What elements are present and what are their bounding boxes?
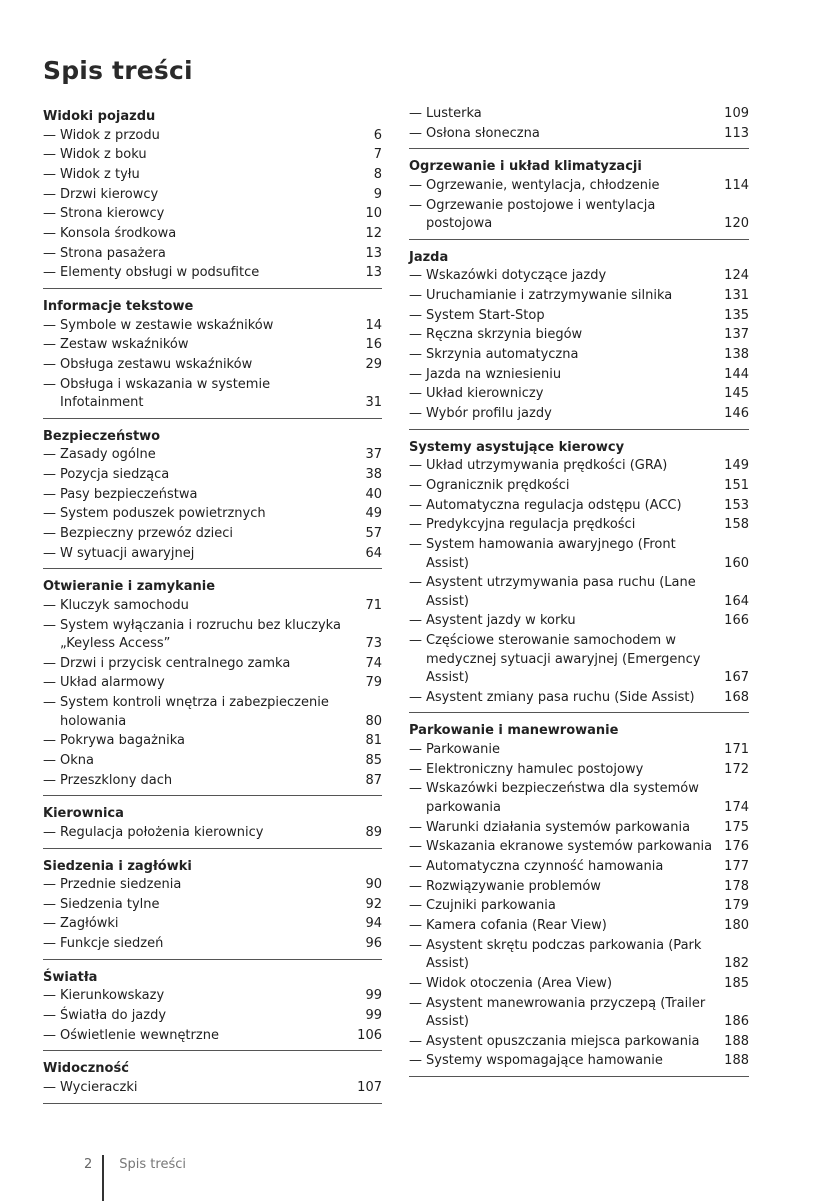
toc-entry-label: — Konsola środkowa <box>43 225 346 244</box>
toc-entry-page: 107 <box>357 1079 382 1095</box>
toc-entry-page: 85 <box>365 753 382 768</box>
toc-entry-label: — Asystent opuszczania miejsca parkowania <box>409 1033 713 1052</box>
toc-entry[interactable] <box>409 105 749 124</box>
toc-entry[interactable] <box>43 674 382 693</box>
toc-entry[interactable] <box>409 995 749 1032</box>
toc-entry-label: — Osłona słoneczna <box>409 125 713 144</box>
toc-entry[interactable] <box>43 466 382 485</box>
toc-entry[interactable] <box>43 225 382 244</box>
toc-entry[interactable] <box>409 689 749 708</box>
toc-entry-page: 13 <box>365 245 382 261</box>
toc-entry[interactable] <box>409 346 749 365</box>
toc-entry[interactable] <box>43 655 382 674</box>
toc-entry[interactable] <box>43 694 382 731</box>
footer-label: Spis treści <box>119 1156 186 1172</box>
toc-section <box>409 248 749 430</box>
toc-entry-label: — Elementy obsługi w podsufitce <box>43 264 346 283</box>
toc-entry-label: — Układ utrzymywania prędkości (GRA) <box>409 457 713 476</box>
toc-entry-page: 57 <box>365 526 382 541</box>
section-title: Ogrzewanie i układ klimatyzacji <box>409 159 642 175</box>
toc-entry[interactable] <box>43 824 382 843</box>
toc-entry-page: 109 <box>724 106 749 121</box>
toc-entry-label: — Kluczyk samochodu <box>43 597 346 616</box>
toc-section <box>409 438 749 714</box>
toc-entry[interactable] <box>43 317 382 336</box>
toc-entry-label: — Parkowanie <box>409 741 713 760</box>
toc-entry-label: — Siedzenia tylne <box>43 896 346 915</box>
toc-entry[interactable] <box>409 632 749 688</box>
toc-entry-page: 79 <box>365 675 382 691</box>
toc-entry-page: 38 <box>365 466 382 482</box>
toc-entry[interactable] <box>43 1027 382 1046</box>
toc-entry[interactable] <box>409 477 749 496</box>
toc-entry-page: 135 <box>724 307 749 323</box>
toc-entry-label: — Jazda na wzniesieniu <box>409 366 713 385</box>
toc-entry-page: 13 <box>365 265 382 281</box>
toc-entry-label: — Systemy wspomagające hamowanie <box>409 1052 713 1071</box>
toc-section <box>43 107 382 289</box>
toc-entry-page: 138 <box>724 347 749 362</box>
toc-entry[interactable] <box>409 741 749 760</box>
toc-entry-page: 96 <box>365 936 382 952</box>
toc-entry-page: 172 <box>724 761 749 777</box>
toc-entry[interactable] <box>43 245 382 264</box>
toc-entry-label: — Ogrzewanie, wentylacja, chłodzenie <box>409 177 713 196</box>
toc-entry-page: 175 <box>724 819 749 835</box>
toc-entry-label: — Skrzynia automatyczna <box>409 346 713 365</box>
toc-entry[interactable] <box>409 878 749 897</box>
toc-section <box>409 105 749 149</box>
toc-section <box>409 157 749 239</box>
toc-entry-label: — Układ kierowniczy <box>409 385 713 404</box>
toc-entry-label: — Pokrywa bagażnika <box>43 732 346 751</box>
toc-entry[interactable] <box>43 617 382 654</box>
toc-entry-label: — Drzwi i przycisk centralnego zamka <box>43 655 346 674</box>
toc-entry[interactable] <box>43 486 382 505</box>
toc-entry[interactable] <box>43 935 382 954</box>
toc-entry[interactable] <box>409 858 749 877</box>
toc-entry-page: 113 <box>724 125 749 141</box>
toc-entry-page: 64 <box>365 545 382 561</box>
toc-entry[interactable] <box>409 287 749 306</box>
toc-entry-page: 74 <box>365 655 382 671</box>
toc-entry[interactable] <box>409 497 749 516</box>
toc-entry[interactable] <box>43 505 382 524</box>
toc-entry-label: — Czujniki parkowania <box>409 897 713 916</box>
toc-entry-label: — Asystent skrętu podczas parkowania (Park Assist) <box>409 937 713 974</box>
section-title: Kierownica <box>43 806 124 822</box>
section-title: Otwieranie i zamykanie <box>43 579 216 595</box>
toc-entry[interactable] <box>43 376 382 413</box>
toc-entry-page: 80 <box>365 713 382 729</box>
section-title: Systemy asystujące kierowcy <box>409 439 625 455</box>
section-title: Parkowanie i manewrowanie <box>409 723 619 739</box>
toc-entry-label: — Przeszklony dach <box>43 772 346 791</box>
toc-entry-page: 158 <box>724 517 749 533</box>
toc-entry-page: 137 <box>724 327 749 343</box>
toc-entry-label: — Regulacja położenia kierownicy <box>43 824 346 843</box>
toc-entry[interactable] <box>43 525 382 544</box>
toc-entry-label: — Rozwiązywanie problemów <box>409 878 713 897</box>
toc-entry-page: 179 <box>724 898 749 914</box>
toc-entry-page: 49 <box>365 506 382 522</box>
toc-entry[interactable] <box>409 536 749 573</box>
toc-entry[interactable] <box>409 612 749 631</box>
toc-entry[interactable] <box>409 307 749 326</box>
toc-entry-label: — Częściowe sterowanie samochodem w medycznej sytuacji awaryjnej (Emergency Assist) <box>409 632 713 688</box>
toc-entry-page: 81 <box>365 733 382 749</box>
toc-entry[interactable] <box>409 125 749 144</box>
toc-entry[interactable] <box>43 876 382 895</box>
toc-entry[interactable] <box>43 896 382 915</box>
page-title: Spis treści <box>43 56 193 85</box>
toc-entry[interactable] <box>409 457 749 476</box>
toc-entry[interactable] <box>409 197 749 234</box>
toc-entry[interactable] <box>409 385 749 404</box>
toc-entry[interactable] <box>43 336 382 355</box>
toc-entry[interactable] <box>43 752 382 771</box>
toc-entry-label: — Oświetlenie wewnętrzne <box>43 1027 346 1046</box>
toc-entry-label: — Wskazówki dotyczące jazdy <box>409 267 713 286</box>
toc-entry-label: — Zagłówki <box>43 915 346 934</box>
toc-entry-label: — Zasady ogólne <box>43 446 346 465</box>
toc-entry-label: — Symbole w zestawie wskaźników <box>43 317 346 336</box>
toc-entry-page: 151 <box>724 477 749 493</box>
toc-section <box>43 857 382 960</box>
toc-entry[interactable] <box>409 838 749 857</box>
toc-entry-label: — Funkcje siedzeń <box>43 935 346 954</box>
toc-entry-label: — Lusterka <box>409 105 713 124</box>
toc-entry[interactable] <box>409 366 749 385</box>
toc-entry[interactable] <box>409 975 749 994</box>
toc-entry-label: — Wskazówki bezpieczeństwa dla systemów parkowania <box>409 780 713 817</box>
toc-entry-page: 71 <box>365 597 382 613</box>
toc-entry[interactable] <box>43 186 382 205</box>
toc-entry-page: 153 <box>724 497 749 513</box>
toc-entry[interactable] <box>409 267 749 286</box>
toc-entry-label: — Automatyczna regulacja odstępu (ACC) <box>409 497 713 516</box>
toc-entry-page: 144 <box>724 366 749 382</box>
toc-entry-label: — Ręczna skrzynia biegów <box>409 326 713 345</box>
toc-entry[interactable] <box>409 761 749 780</box>
toc-entry-label: — Kamera cofania (Rear View) <box>409 917 713 936</box>
toc-entry-page: 164 <box>724 593 749 609</box>
toc-entry-page: 149 <box>724 458 749 474</box>
toc-entry[interactable] <box>43 446 382 465</box>
toc-entry-page: 10 <box>365 206 382 222</box>
toc-entry[interactable] <box>409 405 749 424</box>
toc-entry[interactable] <box>409 177 749 196</box>
toc-entry[interactable] <box>43 732 382 751</box>
toc-entry[interactable] <box>43 166 382 185</box>
toc-entry-label: — Wybór profilu jazdy <box>409 405 713 424</box>
toc-right-column <box>409 105 749 1077</box>
toc-entry-label: — Pasy bezpieczeństwa <box>43 486 346 505</box>
section-title: Informacje tekstowe <box>43 299 194 314</box>
toc-entry-label: — Bezpieczny przewóz dzieci <box>43 525 346 544</box>
toc-section <box>43 968 382 1052</box>
toc-entry-label: — Widok z przodu <box>43 127 346 146</box>
toc-entry-page: 171 <box>724 741 749 757</box>
toc-section <box>43 297 382 419</box>
toc-entry-label: — System poduszek powietrznych <box>43 505 346 524</box>
toc-entry[interactable] <box>43 772 382 791</box>
toc-entry-label: — Widok otoczenia (Area View) <box>409 975 713 994</box>
toc-entry-page: 178 <box>724 878 749 894</box>
toc-entry[interactable] <box>43 356 382 375</box>
toc-entry-label: — Predykcyjna regulacja prędkości <box>409 516 713 535</box>
toc-entry-label: — System kontroli wnętrza i zabezpieczenie holowania <box>43 694 346 731</box>
toc-entry-label: — Układ alarmowy <box>43 674 346 693</box>
toc-entry-page: 7 <box>373 147 382 163</box>
toc-entry[interactable] <box>409 516 749 535</box>
toc-entry-page: 177 <box>724 858 749 874</box>
toc-entry-page: 114 <box>724 177 749 193</box>
section-title: Widoczność <box>43 1061 129 1077</box>
toc-entry-page: 12 <box>365 225 382 241</box>
toc-entry[interactable] <box>409 917 749 936</box>
toc-entry-page: 160 <box>724 555 749 571</box>
toc-entry-label: — Ogrzewanie postojowe i wentylacja postojowa <box>409 197 713 234</box>
toc-entry-page: 37 <box>365 447 382 463</box>
toc-entry[interactable] <box>43 545 382 564</box>
toc-entry-label: — Drzwi kierowcy <box>43 186 346 205</box>
section-title: Bezpieczeństwo <box>43 428 161 444</box>
toc-entry-page: 106 <box>357 1027 382 1043</box>
toc-entry-page: 182 <box>724 956 749 972</box>
toc-entry-page: 89 <box>365 824 382 840</box>
toc-entry-label: — Strona kierowcy <box>43 205 346 224</box>
toc-entry-page: 90 <box>365 877 382 893</box>
toc-entry-page: 94 <box>365 916 382 932</box>
toc-entry-label: — Asystent manewrowania przyczepą (Trailer Assist) <box>409 995 713 1032</box>
toc-entry-label: — Uruchamianie i zatrzymywanie silnika <box>409 287 713 306</box>
toc-entry-label: — Zestaw wskaźników <box>43 336 346 355</box>
toc-entry[interactable] <box>409 574 749 611</box>
toc-entry[interactable] <box>43 597 382 616</box>
toc-entry-label: — Ogranicznik prędkości <box>409 477 713 496</box>
toc-entry[interactable] <box>409 326 749 345</box>
toc-entry-label: — Asystent utrzymywania pasa ruchu (Lane Assist) <box>409 574 713 611</box>
toc-entry-label: — Światła do jazdy <box>43 1007 346 1026</box>
toc-entry-label: — Widok z boku <box>43 146 346 165</box>
toc-entry-page: 188 <box>724 1033 749 1049</box>
toc-entry[interactable] <box>43 205 382 224</box>
toc-entry-label: — System wyłączania i rozruchu bez kluczyka „Keyless Access” <box>43 617 346 654</box>
toc-section <box>43 427 382 570</box>
toc-entry-label: — W sytuacji awaryjnej <box>43 545 346 564</box>
toc-entry[interactable] <box>409 937 749 974</box>
section-title: Jazda <box>409 249 449 265</box>
toc-entry-label: — System Start-Stop <box>409 307 713 326</box>
section-title: Widoki pojazdu <box>43 109 156 124</box>
toc-entry-page: 145 <box>724 386 749 402</box>
toc-entry-page: 6 <box>373 127 382 143</box>
toc-entry-page: 176 <box>724 839 749 855</box>
toc-entry-label: — Pozycja siedząca <box>43 466 346 485</box>
footer-page-number: 2 <box>84 1156 93 1172</box>
toc-entry[interactable] <box>409 897 749 916</box>
toc-entry-page: 29 <box>365 356 382 372</box>
toc-entry-page: 99 <box>365 988 382 1004</box>
toc-entry[interactable] <box>43 1007 382 1026</box>
toc-entry-page: 188 <box>724 1053 749 1069</box>
toc-entry-page: 168 <box>724 689 749 705</box>
toc-section <box>43 804 382 848</box>
toc-entry-page: 131 <box>724 287 749 303</box>
toc-entry-page: 185 <box>724 975 749 991</box>
toc-entry-label: — System hamowania awaryjnego (Front Assist) <box>409 536 713 573</box>
toc-entry-page: 167 <box>724 670 749 686</box>
toc-entry-page: 14 <box>365 317 382 333</box>
toc-entry-label: — Okna <box>43 752 346 771</box>
toc-entry-label: — Wskazania ekranowe systemów parkowania <box>409 838 713 857</box>
toc-entry[interactable] <box>43 127 382 146</box>
toc-entry-page: 180 <box>724 917 749 933</box>
toc-entry-page: 186 <box>724 1014 749 1029</box>
toc-entry-label: — Przednie siedzenia <box>43 876 346 895</box>
toc-entry-page: 146 <box>724 406 749 422</box>
toc-entry-label: — Wycieraczki <box>43 1079 346 1098</box>
toc-entry[interactable] <box>43 915 382 934</box>
toc-entry-page: 166 <box>724 613 749 629</box>
toc-entry-label: — Obsługa zestawu wskaźników <box>43 356 346 375</box>
toc-section <box>43 577 382 796</box>
toc-section <box>43 1059 382 1103</box>
toc-entry-label: — Widok z tyłu <box>43 166 346 185</box>
toc-entry[interactable] <box>43 264 382 283</box>
toc-entry-page: 120 <box>724 216 749 232</box>
toc-entry-page: 99 <box>365 1008 382 1023</box>
footer-divider <box>102 1155 104 1201</box>
toc-entry-page: 9 <box>373 186 382 202</box>
toc-entry[interactable] <box>409 780 749 817</box>
toc-entry-page: 73 <box>365 636 382 652</box>
section-title: Światła <box>43 969 98 985</box>
toc-entry-label: — Warunki działania systemów parkowania <box>409 819 713 838</box>
toc-entry-label: — Asystent zmiany pasa ruchu (Side Assist) <box>409 689 713 708</box>
page-footer <box>84 1141 186 1187</box>
toc-entry[interactable] <box>409 819 749 838</box>
toc-left-column <box>43 105 382 1104</box>
toc-entry[interactable] <box>409 1052 749 1071</box>
toc-entry-label: — Asystent jazdy w korku <box>409 612 713 631</box>
toc-entry-label: — Obsługa i wskazania w systemie Infotainment <box>43 376 346 413</box>
toc-entry[interactable] <box>409 1033 749 1052</box>
toc-entry-page: 8 <box>373 166 382 182</box>
toc-entry-page: 87 <box>365 772 382 788</box>
toc-entry[interactable] <box>43 1079 382 1098</box>
toc-entry[interactable] <box>43 987 382 1006</box>
toc-entry-page: 40 <box>365 486 382 502</box>
toc-entry-page: 124 <box>724 268 749 284</box>
toc-entry-page: 16 <box>365 337 382 353</box>
toc-entry-label: — Automatyczna czynność hamowania <box>409 858 713 877</box>
toc-entry-page: 174 <box>724 799 749 815</box>
toc-entry-label: — Strona pasażera <box>43 245 346 264</box>
toc-entry-page: 92 <box>365 896 382 912</box>
toc-entry[interactable] <box>43 146 382 165</box>
section-title: Siedzenia i zagłówki <box>43 858 192 874</box>
toc-entry-label: — Elektroniczny hamulec postojowy <box>409 761 713 780</box>
toc-section <box>409 721 749 1077</box>
toc-entry-label: — Kierunkowskazy <box>43 987 346 1006</box>
toc-entry-page: 31 <box>365 395 382 411</box>
